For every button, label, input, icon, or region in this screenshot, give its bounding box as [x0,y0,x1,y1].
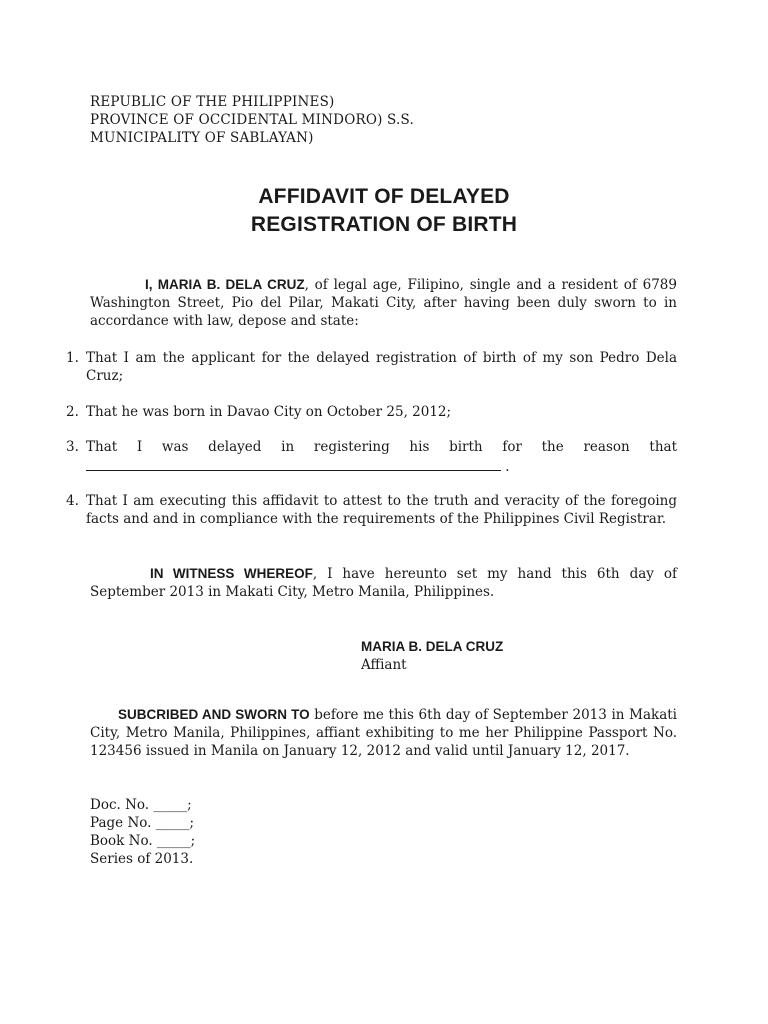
statement-item-2 [66,403,677,421]
item-number: 4. [66,493,79,509]
title-line-2: REGISTRATION OF BIRTH [250,213,518,236]
statement-item-1 [66,349,677,385]
doc-number: Doc. No. _____; [90,797,192,813]
affiant-signature-name: MARIA B. DELA CRUZ [361,639,504,654]
statement-item-3 [66,438,677,476]
item-end-period: . [505,459,510,475]
intro-text: , of legal age, Filipino, single and a resident of 6789 Washington Street, Pio del Pilar, Makati City, after having been duly sworn to in accordance with law, depose and state: [90,277,677,329]
page-number: Page No. _____; [90,815,195,831]
venue-republic: REPUBLIC OF THE PHILIPPINES) [90,94,335,110]
affiant-role: Affiant [361,657,407,673]
series-year: Series of 2013. [90,851,194,867]
signature-block [361,638,503,674]
title-line-1: AFFIDAVIT OF DELAYED [258,185,510,208]
item-text: That I am the applicant for the delayed registration of birth of my son Pedro Dela Cruz; [86,350,677,384]
statement-item-4 [66,492,677,528]
witness-text: , I have hereunto set my hand this 6th day of September 2013 in Makati City, Metro Manila, Philippines. [90,566,677,600]
affiant-name-intro: I, MARIA B. DELA CRUZ [145,277,305,292]
item-number: 3. [66,439,79,455]
item-number: 2. [66,404,79,420]
jurat-text: before me this 6th day of September 2013 in Makati City, Metro Manila, Philippines, affiant exhibiting to me her Philippine Passport No. 123456 issued in Manila on January 12, 2012 and valid until January 12, 2017. [90,707,677,759]
item-text: That I am executing this affidavit to attest to the truth and veracity of the foregoing facts and and in compliance with the requirements of the Philippines Civil Registrar. [86,493,677,527]
document-title [0,183,768,239]
venue-province: PROVINCE OF OCCIDENTAL MINDORO) S.S. [90,112,414,128]
witness-lead: IN WITNESS WHEREOF [150,566,313,581]
jurat-paragraph [90,706,677,760]
book-number: Book No. _____; [90,833,196,849]
venue-municipality: MUNICIPALITY OF SABLAYAN) [90,130,314,146]
reason-blank-line[interactable] [86,458,501,471]
item-number: 1. [66,350,79,366]
venue-header [90,93,677,147]
witness-paragraph [90,565,677,601]
notarial-register [90,796,677,868]
intro-paragraph [90,276,677,330]
jurat-lead: SUBCRIBED AND SWORN TO [118,707,310,722]
item-text: That he was born in Davao City on October 25, 2012; [86,404,452,420]
item-text: That I was delayed in registering his birth for the reason that [86,439,677,455]
